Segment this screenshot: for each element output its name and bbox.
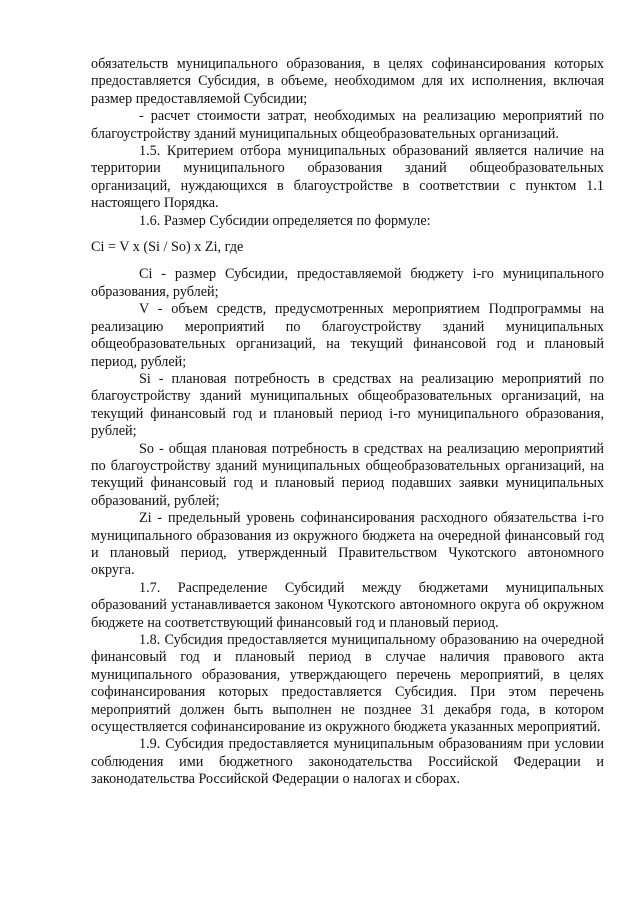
paragraph-1-5-selection-criterion: 1.5. Критерием отбора муниципальных образований является наличие на территории муниципального образования зданий общеобразовательных организаций, нуждающихся в благоустройстве в соответствии с пунктом 1.1 настоящего Порядка.: [91, 143, 604, 212]
definition-zi: Zi - предельный уровень софинансирования расходного обязательства i-го муниципального образования из окружного бюджета на очередной финансовый год и плановый период, утвержденный Правительством Чукотского автономного округа.: [91, 510, 604, 579]
paragraph-1-9-conditions: 1.9. Субсидия предоставляется муниципальным образованиям при условии соблюдения ими бюджетного законодательства Российской Федерации и законодательства Российской Федерации о налогах и сборах.: [91, 736, 604, 788]
paragraph-1-6-subsidy-size: 1.6. Размер Субсидии определяется по формуле:: [139, 212, 431, 229]
paragraph-1-7-distribution: 1.7. Распределение Субсидий между бюджетами муниципальных образований устанавливается законом Чукотского автономного округа об окружном бюджете на соответствующий финансовый год и плановый период.: [91, 579, 604, 631]
definition-si: Si - плановая потребность в средствах на реализацию мероприятий по благоустройству зданий муниципальных общеобразовательных организаций, на текущий финансовый год и плановый период i-го муниципального образования, рублей;: [91, 370, 604, 440]
paragraph-obligations-continued: обязательств муниципального образования, в целях софинансирования которых предоставляется Субсидия, в объеме, необходимом для их исполнения, включая размер предоставляемой Субсидии;: [91, 56, 604, 107]
definition-ci: Ci - размер Субсидии, предоставляемой бюджету i-го муниципального образования, рублей;: [91, 266, 604, 300]
paragraph-1-8-provision: 1.8. Субсидия предоставляется муниципальному образованию на очередной финансовый год и плановый период в случае наличия правового акта муниципального образования, утверждающего перечень мероприятий, в целях софинансирования которых предоставляется Субсидия. При этом перечень мероприятий должен быть выполнен не позднее 31 декабря года, в котором осуществляется софинансирование из окружного бюджета указанных мероприятий.: [91, 632, 604, 736]
paragraph-cost-calculation: - расчет стоимости затрат, необходимых на реализацию мероприятий по благоустройству зданий муниципальных общеобразовательных организаций.: [91, 108, 604, 142]
definition-so: So - общая плановая потребность в средствах на реализацию мероприятий по благоустройству зданий муниципальных общеобразовательных организаций, на текущий финансовый год и плановый период подавших заявки муниципальных образований, рублей;: [91, 440, 604, 509]
definition-v: V - объем средств, предусмотренных мероприятием Подпрограммы на реализацию мероприятий по благоустройству зданий муниципальных общеобразовательных организаций, на текущий финансовой год и плановый период, рублей;: [91, 301, 604, 370]
subsidy-formula: Ci = V x (Si / So) x Zi, где: [91, 239, 244, 256]
